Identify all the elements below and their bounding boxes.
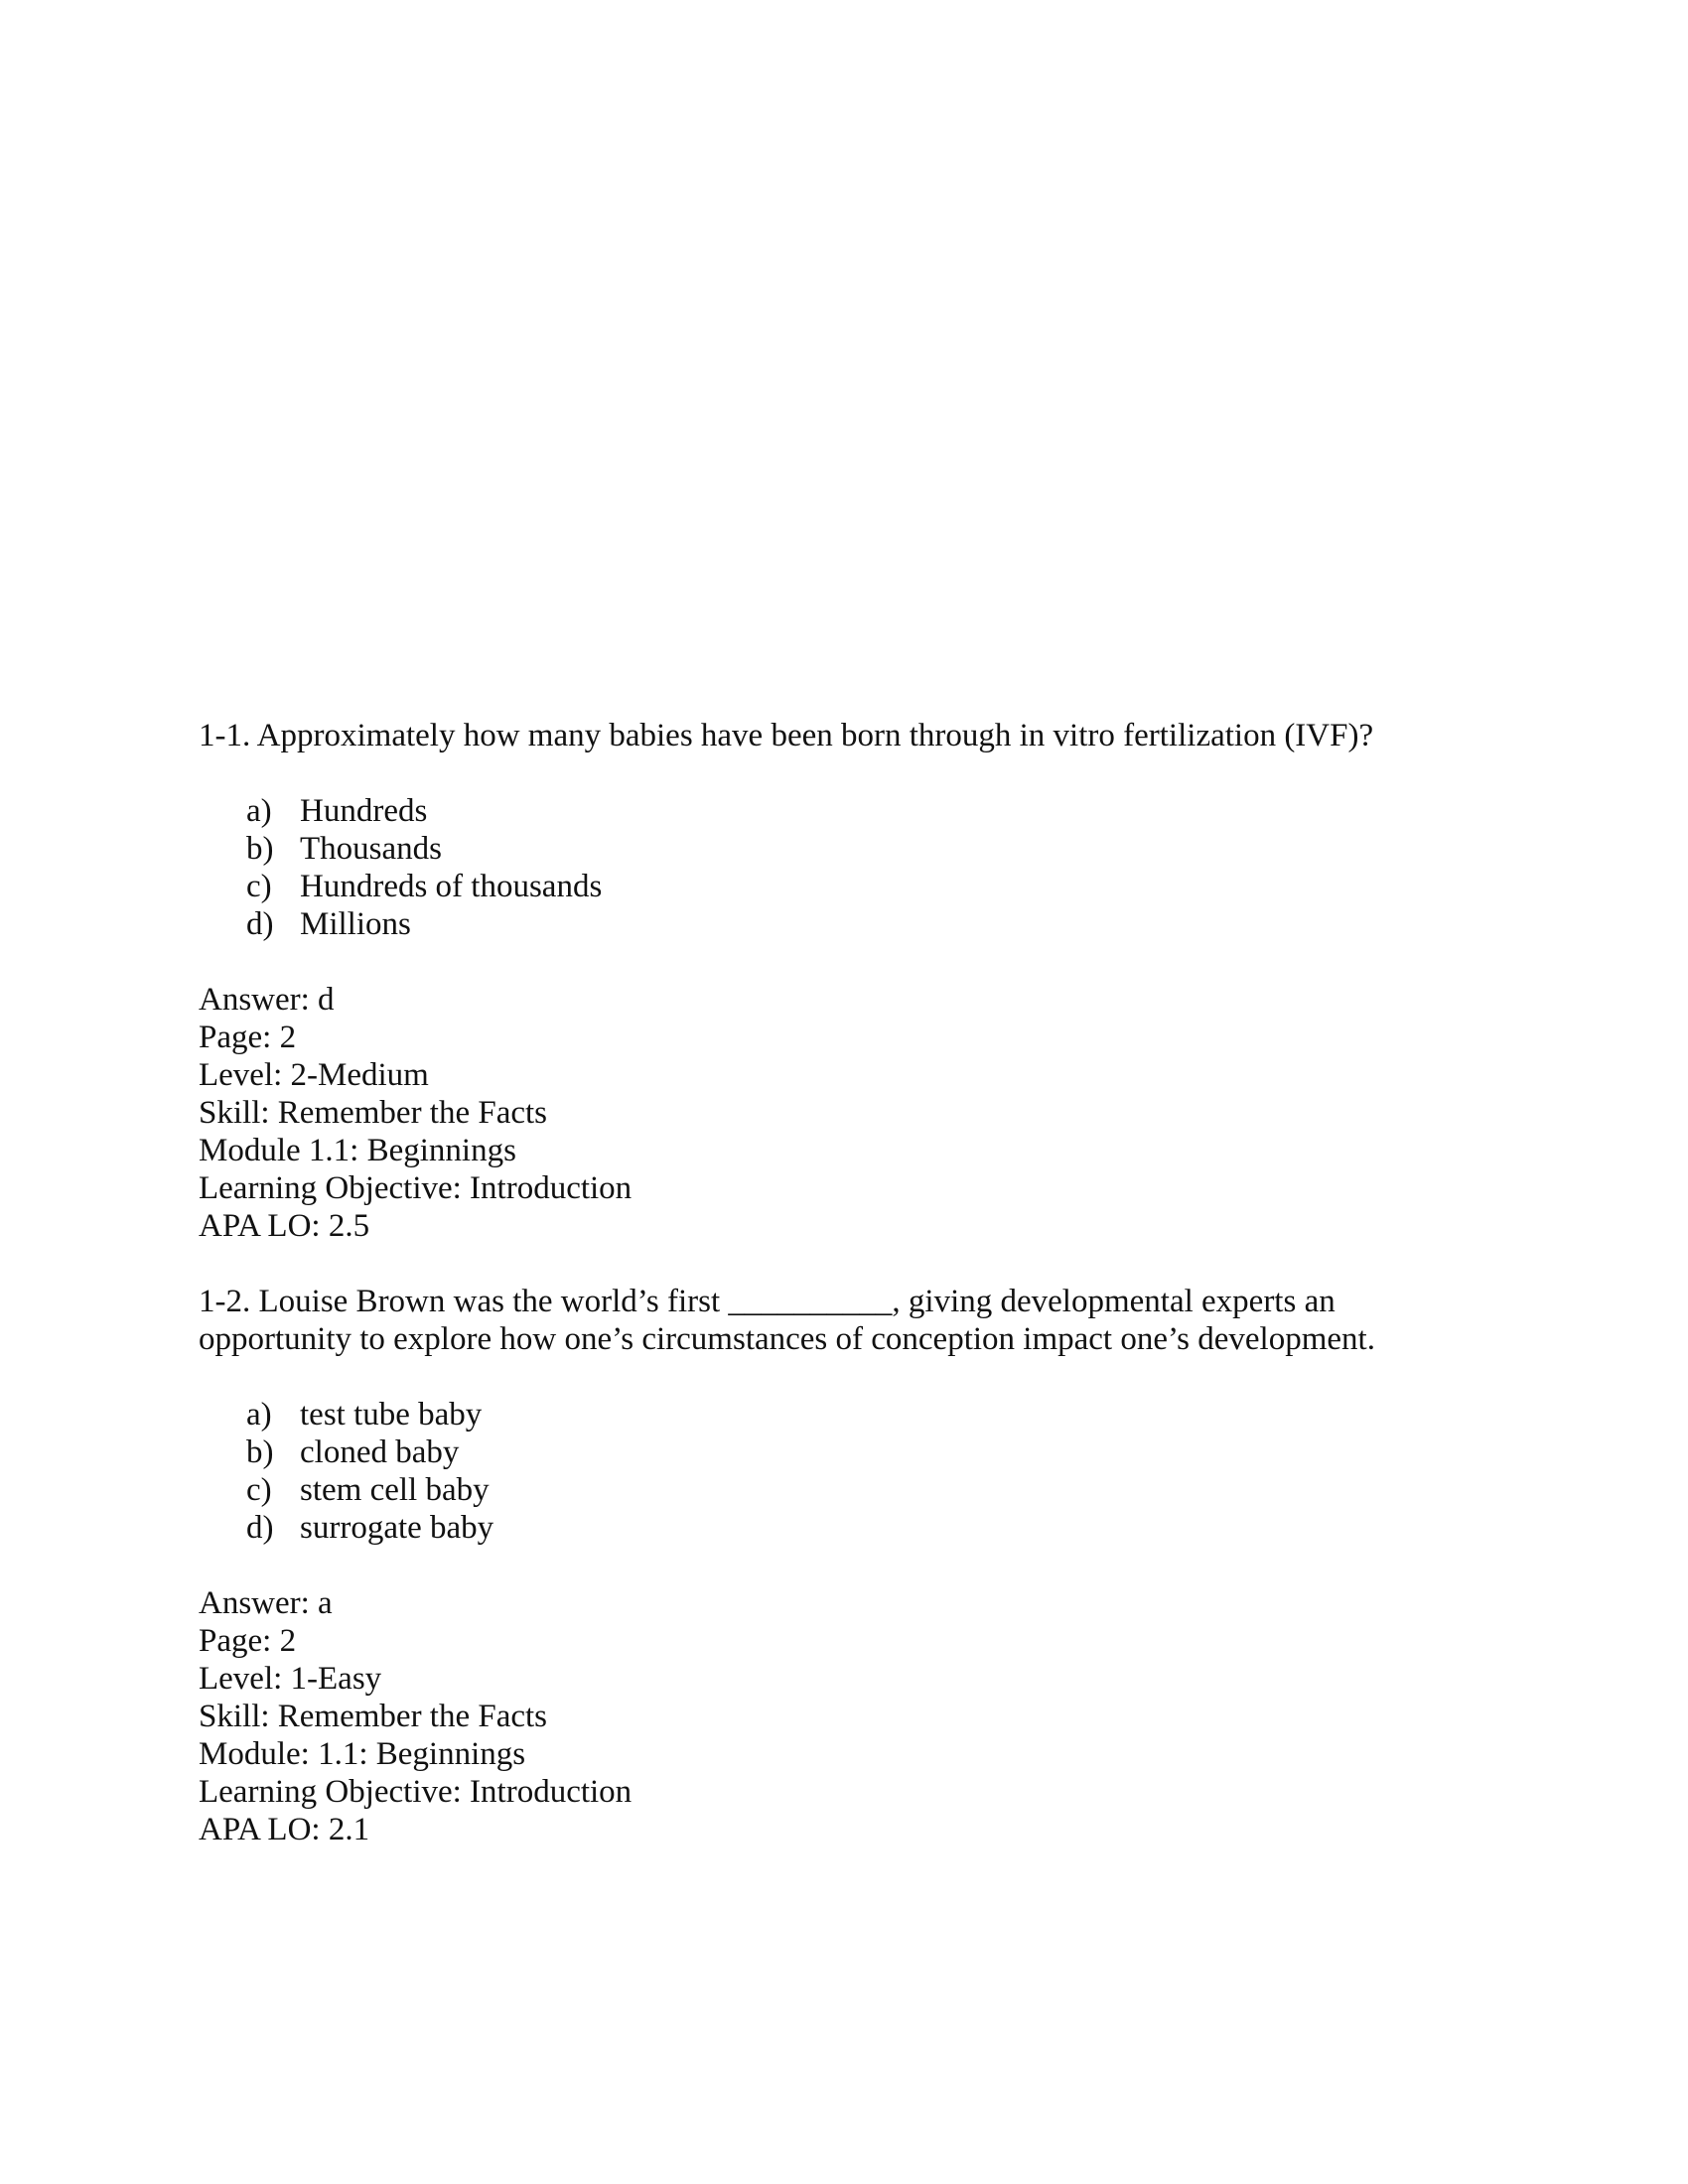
apa-lo-line: APA LO: 2.1 — [199, 1812, 370, 1847]
question-1-2 — [199, 1283, 1489, 1848]
learning-objective-line: Learning Objective: Introduction — [199, 1774, 633, 1810]
answer-options — [199, 1396, 1489, 1547]
option-b — [199, 1433, 1489, 1471]
page-line: Page: 2 — [199, 1020, 297, 1055]
option-text: cloned baby — [300, 1434, 460, 1470]
option-letter: d) — [246, 906, 274, 942]
option-d — [199, 1509, 1489, 1547]
module-line: Module: 1.1: Beginnings — [199, 1736, 526, 1772]
option-text: Hundreds of thousands — [300, 869, 603, 904]
option-c — [199, 1471, 1489, 1509]
option-a — [199, 792, 1489, 830]
option-letter: a) — [246, 1397, 272, 1433]
option-letter: b) — [246, 831, 274, 867]
document-content — [199, 717, 1489, 1848]
apa-lo-line: APA LO: 2.5 — [199, 1208, 370, 1244]
level-line: Level: 1-Easy — [199, 1661, 382, 1697]
question-metadata — [199, 1584, 1489, 1848]
skill-line: Skill: Remember the Facts — [199, 1095, 548, 1131]
option-d — [199, 905, 1489, 943]
learning-objective-line: Learning Objective: Introduction — [199, 1170, 633, 1206]
option-letter: b) — [246, 1434, 274, 1470]
option-b — [199, 830, 1489, 868]
answer-line: Answer: a — [199, 1585, 333, 1621]
question-1-1 — [199, 717, 1489, 1245]
option-letter: c) — [246, 1472, 272, 1508]
option-text: Thousands — [300, 831, 442, 867]
spacer — [199, 1245, 1489, 1283]
option-letter: c) — [246, 869, 272, 904]
option-text: test tube baby — [300, 1397, 483, 1433]
option-text: Hundreds — [300, 793, 428, 829]
question-text: 1-1. Approximately how many babies have been born through in vitro fertilization (IVF)? — [199, 718, 1374, 753]
question-text-line-1: 1-2. Louise Brown was the world’s first __________, giving developmental experts an — [199, 1284, 1336, 1319]
option-text: surrogate baby — [300, 1510, 494, 1546]
option-letter: d) — [246, 1510, 274, 1546]
answer-line: Answer: d — [199, 982, 335, 1018]
option-letter: a) — [246, 793, 272, 829]
skill-line: Skill: Remember the Facts — [199, 1699, 548, 1734]
option-text: stem cell baby — [300, 1472, 490, 1508]
option-c — [199, 868, 1489, 905]
question-metadata — [199, 981, 1489, 1245]
answer-options — [199, 792, 1489, 943]
option-text: Millions — [300, 906, 411, 942]
level-line: Level: 2-Medium — [199, 1057, 429, 1093]
module-line: Module 1.1: Beginnings — [199, 1133, 516, 1168]
question-text-line-2: opportunity to explore how one’s circumstances of conception impact one’s development. — [199, 1321, 1375, 1357]
option-a — [199, 1396, 1489, 1433]
page-line: Page: 2 — [199, 1623, 297, 1659]
